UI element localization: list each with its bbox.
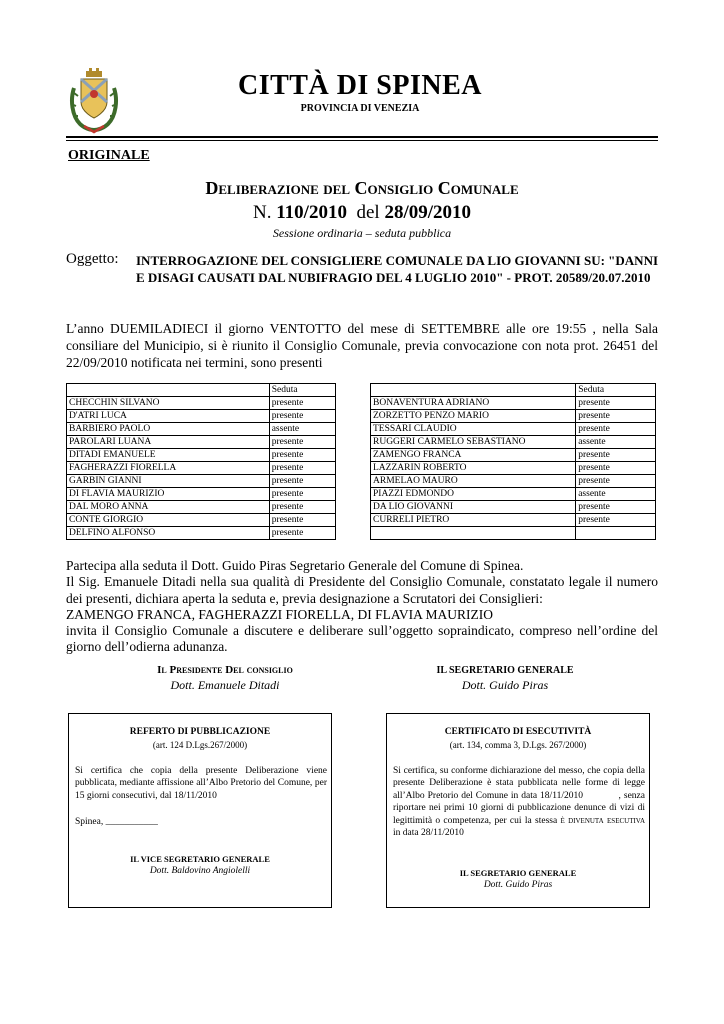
attendance-status: [576, 527, 656, 540]
attendance-status: presente: [576, 462, 656, 475]
table-row: [371, 423, 656, 436]
councillor-name: BONAVENTURA ADRIANO: [371, 397, 576, 410]
attendance-status: presente: [269, 462, 335, 475]
certificate-text-b: , senza riportare nei primi 10 giorni di pubblicazione denunce di vizi di legittimità o competenza, per cui la stessa: [393, 790, 648, 826]
attendance-header-seduta: Seduta: [576, 384, 656, 397]
attendance-status: presente: [576, 475, 656, 488]
councillor-name: ARMELAO MAURO: [371, 475, 576, 488]
attendance-status: presente: [269, 436, 335, 449]
publication-place: Spinea, ___________: [75, 817, 158, 827]
councillor-name: PAROLARI LUANA: [67, 436, 270, 449]
attendance-status: assente: [576, 488, 656, 501]
attendance-status: presente: [576, 410, 656, 423]
attendance-status: presente: [269, 488, 335, 501]
table-row: [371, 410, 656, 423]
vice-secretary-name: Dott. Baldovino Angiolelli: [149, 866, 251, 876]
president-name: Dott. Emanuele Ditadi: [170, 678, 280, 692]
table-row: [67, 410, 336, 423]
session-type: Sessione ordinaria – seduta pubblica: [272, 226, 452, 240]
councillor-name: DI FLAVIA MAURIZIO: [67, 488, 270, 501]
header-rule-thin: [66, 140, 658, 141]
table-row: [371, 436, 656, 449]
attendance-header-empty: [371, 384, 576, 397]
attendance-status: presente: [576, 397, 656, 410]
attendance-status: presente: [269, 410, 335, 423]
certificate-text-a: Si certifica, su conforme dichiarazione del messo, che copia della presente Deliberazione è stata pubblicata nelle forme di legge all’Albo Pretorio del Comune in data 18/11/2010: [393, 766, 645, 801]
attendance-status: presente: [576, 449, 656, 462]
councillor-name: TESSARI CLAUDIO: [371, 423, 576, 436]
councillor-name: D'ATRI LUCA: [67, 410, 270, 423]
attendance-header-row: [67, 384, 336, 397]
city-crest-icon: [66, 66, 122, 136]
table-row: [67, 501, 336, 514]
certificate-text-c: in data 28/11/2010: [393, 828, 464, 839]
councillor-name: GARBIN GIANNI: [67, 475, 270, 488]
vice-secretary-title: IL VICE SEGRETARIO GENERALE: [130, 854, 270, 864]
councillor-name: ZORZETTO PENZO MARIO: [371, 410, 576, 423]
procedure-line: Partecipa alla seduta il Dott. Guido Piras Segretario Generale del Comune di Spinea.: [66, 558, 524, 573]
councillor-name: PIAZZI EDMONDO: [371, 488, 576, 501]
table-row: [371, 462, 656, 475]
table-row: [67, 423, 336, 436]
councillor-name: ZAMENGO FRANCA: [371, 449, 576, 462]
table-row: [371, 501, 656, 514]
attendance-status: assente: [576, 436, 656, 449]
certificate-secretary-name: Dott. Guido Piras: [483, 880, 553, 890]
table-row: [67, 488, 336, 501]
councillor-name: BARBIERO PAOLO: [67, 423, 270, 436]
table-row: [67, 462, 336, 475]
deliberation-number: 110/2010: [276, 202, 347, 223]
attendance-status: presente: [269, 449, 335, 462]
deliberation-date: 28/09/2010: [384, 202, 471, 223]
table-row: [67, 527, 336, 540]
city-title: CITTÀ DI SPINEA: [238, 70, 482, 101]
deliberation-title: Deliberazione del Consiglio Comunale: [205, 178, 519, 198]
councillor-name: DELFINO ALFONSO: [67, 527, 270, 540]
attendance-table-right: [370, 383, 656, 540]
table-row: [67, 449, 336, 462]
table-row: [371, 527, 656, 540]
table-row: [67, 436, 336, 449]
councillor-name: DA LIO GIOVANNI: [371, 501, 576, 514]
secretary-title: IL SEGRETARIO GENERALE: [436, 665, 574, 676]
secretary-name: Dott. Guido Piras: [461, 678, 549, 692]
meeting-intro: L’anno DUEMILADIECI il giorno VENTOTTO del mese di SETTEMBRE alle ore 19:55 , nella Sala consiliare del Municipio, si è riunito il Consiglio Comunale, previa convocazione con nota prot. 26451 del 22/09/2010 notificata nei termini, sono presenti: [66, 321, 658, 370]
attendance-status: presente: [269, 527, 335, 540]
councillor-name: CONTE GIORGIO: [67, 514, 270, 527]
attendance-status: presente: [576, 501, 656, 514]
table-row: [67, 475, 336, 488]
councillor-name: DAL MORO ANNA: [67, 501, 270, 514]
header-rule: [66, 136, 658, 138]
procedure-line: invita il Consiglio Comunale a discutere e deliberare sull’oggetto sopraindicato, compreso nell’ordine del giorno dell’odierna adunanza.: [66, 623, 658, 655]
attendance-status: presente: [576, 514, 656, 527]
subject-text: INTERROGAZIONE DEL CONSIGLIERE COMUNALE DA LIO GIOVANNI SU: "DANNI E DISAGI CAUSATI DAL NUBIFRAGIO DEL 4 LUGLIO 2010" - PROT. 20589/20.07.2010: [136, 253, 659, 285]
deliberation-number-line: [66, 202, 658, 224]
attendance-header-row: [371, 384, 656, 397]
councillor-name: LAZZARIN ROBERTO: [371, 462, 576, 475]
table-row: [371, 397, 656, 410]
table-row: [67, 397, 336, 410]
councillor-name: FAGHERAZZI FIORELLA: [67, 462, 270, 475]
number-prefix: N.: [253, 202, 277, 223]
table-row: [371, 475, 656, 488]
certificate-text-executive: è divenuta esecutiva: [560, 815, 646, 826]
province-subtitle: PROVINCIA DI VENEZIA: [300, 103, 420, 114]
attendance-status: presente: [269, 514, 335, 527]
certificate-secretary-title: IL SEGRETARIO GENERALE: [459, 868, 577, 878]
original-label: ORIGINALE: [68, 148, 150, 163]
attendance-status: presente: [576, 423, 656, 436]
table-row: [67, 514, 336, 527]
publication-report-box: [68, 713, 332, 908]
procedure-text: [66, 558, 658, 656]
subject-label: Oggetto:: [66, 251, 119, 267]
publication-report-subtitle: (art. 124 D.Lgs.267/2000): [152, 740, 248, 750]
attendance-table-left: [66, 383, 336, 540]
councillor-name: RUGGERI CARMELO SEBASTIANO: [371, 436, 576, 449]
attendance-status: assente: [269, 423, 335, 436]
publication-report-title: REFERTO DI PUBBLICAZIONE: [129, 727, 271, 737]
executivity-certificate-box: [386, 713, 650, 908]
president-title: Il Presidente Del consiglio: [157, 664, 293, 676]
table-row: [371, 514, 656, 527]
procedure-line: ZAMENGO FRANCA, FAGHERAZZI FIORELLA, DI FLAVIA MAURIZIO: [66, 606, 493, 622]
councillor-name: [371, 527, 576, 540]
attendance-status: presente: [269, 501, 335, 514]
attendance-header-seduta: Seduta: [269, 384, 335, 397]
certificate-text: [393, 765, 648, 839]
table-row: [371, 488, 656, 501]
procedure-line: Il Sig. Emanuele Ditadi nella sua qualità di Presidente del Consiglio Comunale, constatato legale il numero dei presenti, dichiara aperta la seduta e, previa designazione a Scrutatori dei Consiglieri:: [66, 574, 658, 606]
del-word: del: [346, 202, 385, 223]
attendance-status: presente: [269, 475, 335, 488]
attendance-status: presente: [269, 397, 335, 410]
certificate-title: CERTIFICATO DI ESECUTIVITÀ: [444, 727, 592, 737]
councillor-name: CURRELI PIETRO: [371, 514, 576, 527]
table-row: [371, 449, 656, 462]
councillor-name: DITADI EMANUELE: [67, 449, 270, 462]
councillor-name: CHECCHIN SILVANO: [67, 397, 270, 410]
attendance-header-empty: [67, 384, 270, 397]
publication-report-text: Si certifica che copia della presente Deliberazione viene pubblicata, mediante affissione all’Albo Pretorio del Comune, per 15 giorni consecutivi, dal 18/11/2010: [75, 766, 327, 801]
certificate-subtitle: (art. 134, comma 3, D.Lgs. 267/2000): [449, 740, 587, 750]
